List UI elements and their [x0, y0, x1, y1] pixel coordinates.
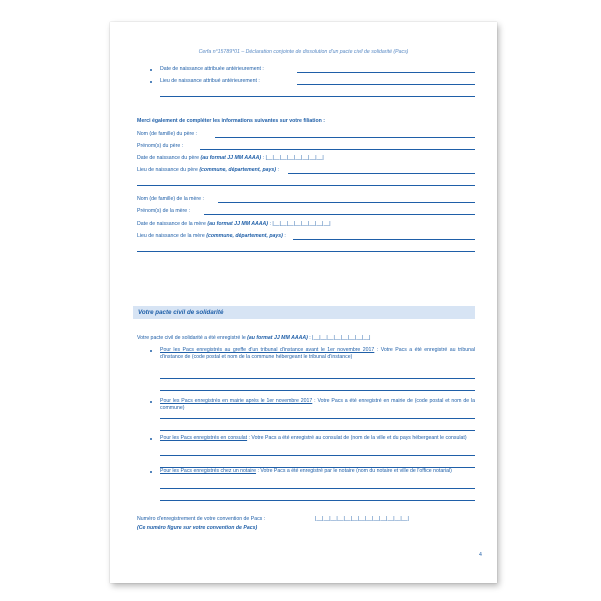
mairie-field-2[interactable]	[160, 430, 475, 431]
mother-name-field[interactable]	[218, 202, 475, 203]
mother-birth-date-format: (au format JJ MM AAAA)	[207, 221, 268, 227]
tribunal-field[interactable]	[160, 378, 475, 379]
mother-birth-place-format: (commune, département, pays)	[206, 233, 283, 239]
bullet	[150, 69, 152, 71]
filiation-intro: Merci également de compléter les informations suivantes sur votre filiation :	[137, 118, 325, 124]
prior-birth-date-label: Date de naissance attribuée antérieurement :	[160, 66, 264, 72]
father-birth-date-label: Date de naissance du père	[137, 155, 200, 161]
prior-birth-place-field[interactable]	[297, 84, 475, 85]
mother-birth-date-row: Date de naissance de la mère (au format JJ MM AAAA) : |__|__|__|__|__|__|__|__|	[137, 221, 331, 227]
page-header: Cerfa n°15789*01 – Déclaration conjointe de dissolution d'un pacte civil de solidarité (Pacs)	[198, 49, 409, 55]
reg-number-note: (Ce numéro figure sur votre convention de Pacs)	[137, 525, 258, 531]
prior-birth-date-field[interactable]	[297, 72, 475, 73]
pacs-option-tribunal-link[interactable]: Pour les Pacs enregistrés au greffe d'un tribunal d'instance avant le 1er novembre 2017	[160, 347, 375, 353]
bullet	[150, 471, 152, 473]
pacs-option-notaire-text: : Votre Pacs a été enregistré par le notaire (nom du notaire et ville de l'office notarial)	[257, 468, 452, 474]
notaire-field[interactable]	[160, 488, 475, 489]
consulat-field[interactable]	[160, 455, 475, 456]
mairie-field[interactable]	[160, 418, 475, 419]
pacs-option-consulat-text: : Votre Pacs a été enregistré au consulat de (nom de la ville et du pays hébergeant le consulat)	[248, 435, 467, 441]
prior-birth-place-label: Lieu de naissance attribué antérieurement :	[160, 78, 260, 84]
notaire-field-2[interactable]	[160, 500, 475, 501]
mother-first-label: Prénom(s) de la mère :	[137, 208, 191, 214]
pacs-registered-boxes[interactable]: |__|__|__|__|__|__|__|__|	[312, 335, 371, 341]
pacs-registered-row: Votre pacte civil de solidarité a été enregistré le (au format JJ MM AAAA) : |__|__|__|__|__|__|__|__|	[137, 335, 371, 341]
pacs-option-notaire-link[interactable]: Pour les Pacs enregistrés chez un notaire	[160, 468, 257, 474]
page-number: 4	[479, 552, 482, 558]
mother-birth-place-label: Lieu de naissance de la mère	[137, 233, 205, 239]
father-birth-place-field-2[interactable]	[137, 185, 475, 186]
father-birth-date-row: Date de naissance du père (au format JJ MM AAAA) : |__|__|__|__|__|__|__|__|	[137, 155, 324, 161]
mother-birth-place-row: Lieu de naissance de la mère (commune, département, pays) :	[137, 233, 286, 239]
bullet	[150, 438, 152, 440]
pacs-option-consulat	[160, 435, 475, 442]
father-name-field[interactable]	[215, 137, 475, 138]
pacs-option-notaire	[160, 468, 475, 475]
mother-birth-place-field[interactable]	[293, 239, 475, 240]
pacs-option-tribunal	[160, 347, 475, 360]
pacs-option-consulat-link[interactable]: Pour les Pacs enregistrés en consulat	[160, 435, 248, 441]
father-name-label: Nom (de famille) du père :	[137, 131, 197, 137]
tribunal-field-2[interactable]	[160, 390, 475, 391]
reg-number-boxes[interactable]: |__|__|__|__|__|__|__|__|__|__|__|__|__|	[315, 516, 409, 522]
mother-birth-date-boxes[interactable]: |__|__|__|__|__|__|__|__|	[272, 221, 331, 227]
bullet	[150, 401, 152, 403]
pacs-option-tribunal-text: : Votre Pacs a été enregistré au tribunal d'instance de (code postal et nom de la commune hébergeant le tribunal d'instance)	[160, 347, 476, 360]
father-first-field[interactable]	[200, 149, 475, 150]
mother-birth-date-label: Date de naissance de la mère	[137, 221, 206, 227]
mother-name-label: Nom (de famille) de la mère :	[137, 196, 204, 202]
pacs-option-mairie-link[interactable]: Pour les Pacs enregistrés en mairie après le 1er novembre 2017	[160, 398, 313, 404]
pacs-registered-label: Votre pacte civil de solidarité a été enregistré le	[137, 335, 246, 341]
section-title: Votre pacte civil de solidarité	[138, 309, 224, 316]
pacs-registered-format: (au format JJ MM AAAA)	[247, 335, 308, 341]
pacs-option-mairie-text: : Votre Pacs a été enregistré en mairie de (code postal et nom de la commune)	[160, 398, 475, 411]
father-birth-place-format: (commune, département, pays)	[199, 167, 276, 173]
prior-birth-place-field-2[interactable]	[160, 96, 475, 97]
pacs-option-mairie	[160, 398, 475, 411]
mother-birth-place-field-2[interactable]	[137, 251, 475, 252]
father-birth-place-field[interactable]	[288, 173, 475, 174]
father-birth-date-format: (au format JJ MM AAAA)	[200, 155, 262, 161]
father-birth-place-row: Lieu de naissance du père (commune, département, pays) :	[137, 167, 279, 173]
father-birth-date-boxes[interactable]: |__|__|__|__|__|__|__|__|	[265, 155, 324, 161]
form-page	[110, 22, 497, 583]
bullet	[150, 350, 152, 352]
father-birth-place-label: Lieu de naissance du père	[137, 167, 198, 173]
father-first-label: Prénom(s) du père :	[137, 143, 184, 149]
mother-first-field[interactable]	[204, 214, 475, 215]
reg-number-label: Numéro d'enregistrement de votre convention de Pacs :	[137, 516, 266, 522]
bullet	[150, 81, 152, 83]
